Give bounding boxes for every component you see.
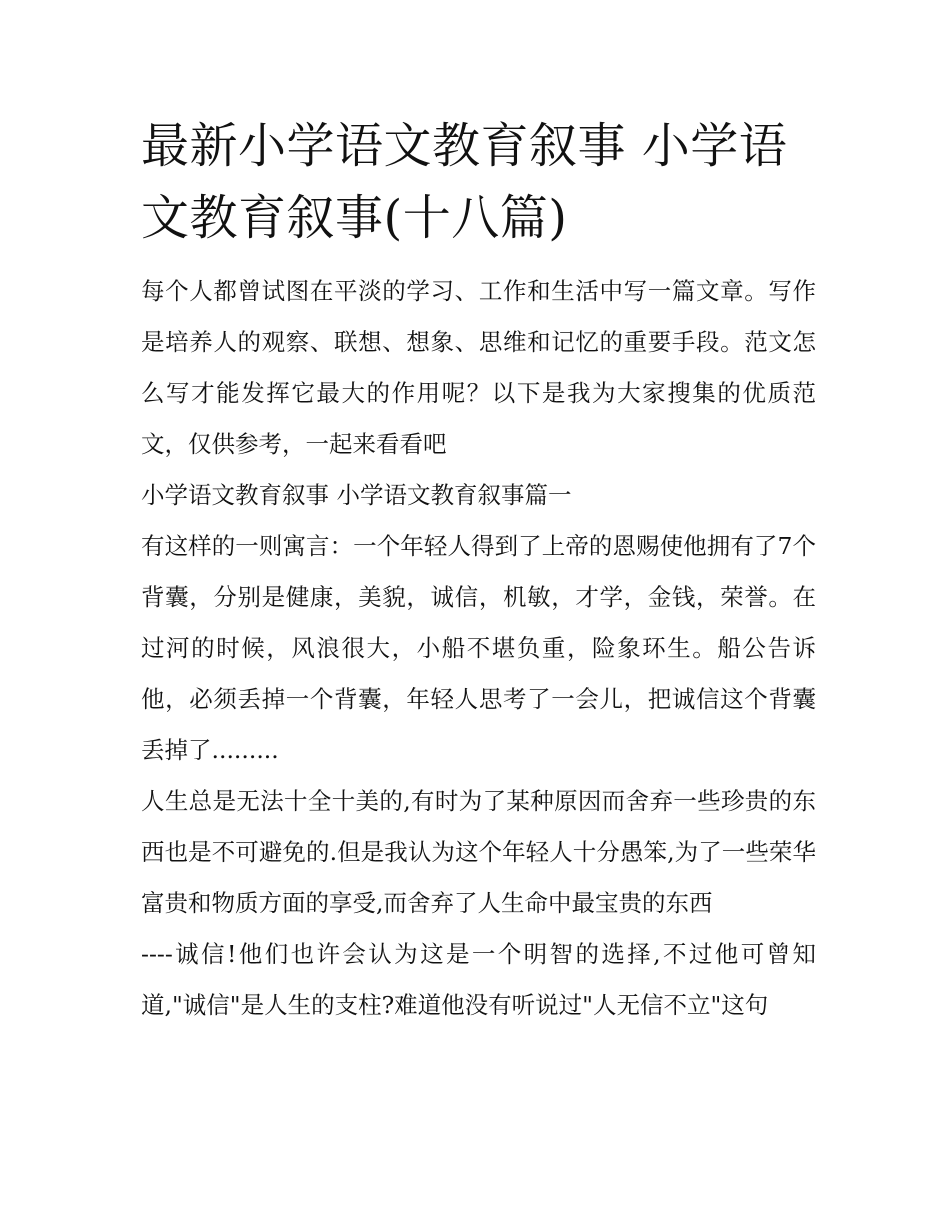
section-heading: 小学语文教育叙事 小学语文教育叙事篇一 — [141, 481, 572, 509]
fable-paragraph: 有这样的一则寓言：一个年轻人得到了上帝的恩赐使他拥有了7个背囊，分别是健康，美貌，诚信，机敏，才学，金钱，荣誉。在过河的时候，风浪很大，小船不堪负重，险象环生。船公告诉他，必须丢掉一个背囊，年轻人思考了一会儿，把诚信这个背囊丢掉了......... — [141, 532, 816, 764]
reflection-paragraph: 人生总是无法十全十美的,有时为了某种原因而舍弃一些珍贵的东西也是不可避免的.但是我认为这个年轻人十分愚笨,为了一些荣华富贵和物质方面的享受,而舍弃了人生命中最宝贵的东西 — [141, 787, 816, 917]
intro-paragraph: 每个人都曾试图在平淡的学习、工作和生活中写一篇文章。写作是培养人的观察、联想、想象、思维和记忆的重要手段。范文怎么写才能发挥它最大的作用呢？以下是我为大家搜集的优质范文，仅供参考，一起来看看吧 — [141, 277, 816, 458]
document-title: 最新小学语文教育叙事 小学语文教育叙事(十八篇) — [141, 118, 788, 246]
honesty-paragraph: ----诚信!他们也许会认为这是一个明智的选择,不过他可曾知道,"诚信"是人生的支柱?难道他没有听说过"人无信不立"这句 — [141, 940, 816, 1019]
document-page — [141, 110, 816, 1031]
